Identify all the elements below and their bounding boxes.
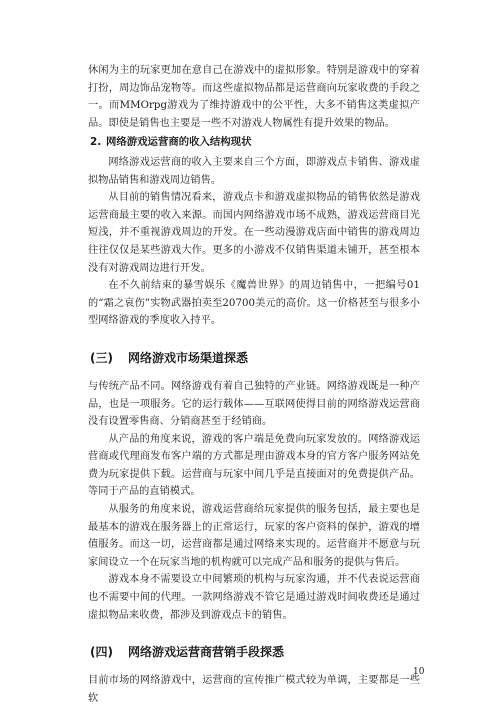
page-body bbox=[88, 62, 420, 707]
paragraph-5: 与传统产品不同。网络游戏有着自己独特的产业链。网络游戏既是一种产品，也是一项服务。它的运行载体——互联网使得目前的网络游戏运营商没有设置零售商、分销商甚至于经销商。 bbox=[88, 380, 420, 428]
paragraph-8: 游戏本身不需要设立中间繁琐的机构与玩家沟通，并不代表说运营商也不需要中间的代理。一款网络游戏不管它是通过游戏时间收费还是通过虚拟物品来收费，都涉及到游戏点卡的销售。 bbox=[88, 574, 420, 621]
section-heading-marketing bbox=[88, 642, 420, 662]
subsection-number: 2. bbox=[90, 136, 102, 149]
paragraph-1: 休闲为主的玩家更加在意自己在游戏中的虚拟形象。特别是游戏中的穿着打扮，周边饰品宠物等。而这些虚拟物品都是运营商向玩家收费的手段之一。而MMOrpg游戏为了维持游戏中的公平性，大多不销售这类虚拟产品。即使是销售也主要是一些不对游戏人物属性有提升效果的物品。 bbox=[88, 65, 420, 129]
paragraph-2: 网络游戏运营商的收入主要来自三个方面，即游戏点卡销售、游戏虚拟物品销售和游戏周边销售。 bbox=[88, 156, 420, 186]
section-number: (三) bbox=[90, 350, 113, 365]
section-title: 网络游戏市场渠道探悉 bbox=[128, 350, 249, 365]
section-number: (四) bbox=[90, 645, 113, 660]
paragraph-9: 目前市场的网络游戏中，运营商的宣传推广模式较为单调，主要都是一些软 bbox=[88, 675, 420, 704]
section-heading-channels bbox=[88, 348, 420, 368]
page-number: 10 bbox=[413, 667, 425, 677]
subsection-heading-income-structure bbox=[88, 134, 420, 152]
subsection-title: 网络游戏运营商的收入结构现状 bbox=[106, 136, 252, 149]
section-title: 网络游戏运营商营销手段探悉 bbox=[128, 645, 285, 660]
paragraph-7: 从服务的角度来说，游戏运营商给玩家提供的服务包括，最主要也是最基本的游戏在服务器上的正常运行，玩家的客户资料的保护，游戏的增值服务。而这一切，运营商都是通过网络来实现的。运营商并不愿意与玩家间设立一个在玩家当地的机构就可以完成产品和服务的提供与售后。 bbox=[88, 504, 420, 568]
paragraph-3: 从目前的销售情况看来，游戏点卡和游戏虚拟物品的销售依然是游戏运营商最主要的收入来源。而国内网络游戏市场不成熟，游戏运营商目光短浅，并不重视游戏周边的开发。在一些动漫游戏店面中销售的游戏周边往往仅仅是某些游戏大作。更多的小游戏不仅销售渠道未铺开，甚至根本没有对游戏周边进行开发。 bbox=[88, 192, 420, 274]
paragraph-6: 从产品的角度来说，游戏的客户端是免费向玩家发放的。网络游戏运营商或代理商发布客户端的方式都是理由游戏本身的官方客户服务网站免费为玩家提供下载。运营商与玩家中间几乎是直接面对的免费提供产品。等同于产品的直销模式。 bbox=[88, 433, 420, 498]
paragraph-4: 在不久前结束的暴雪娱乐《魔兽世界》的周边销售中，一把编号01的“霜之哀伤”实物武器拍卖至20700美元的高价。这一价格甚至与很多小型网络游戏的季度收入持平。 bbox=[88, 280, 420, 327]
